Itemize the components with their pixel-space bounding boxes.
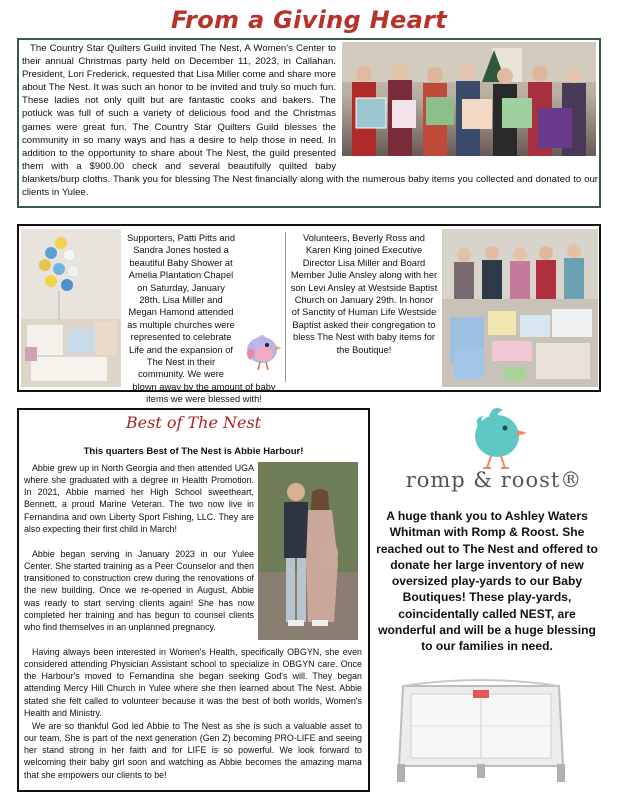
page-title: From a Giving Heart: [171, 6, 447, 34]
romp-roost-thanks: A huge thank you to Ashley Waters Whitman with Romp & Roost. She reached out to The Nest and offered to donate her large inventory of new oversized play-yards to our Baby Boutiques! These play-yards, coincidentally called NEST, are wonderful and will be a huge blessing to our families in need.: [376, 509, 598, 654]
church-volunteers-text: Volunteers, Beverly Ross and Karen King joined Executive Director Lisa Miller and Board Member Julie Ansley along with her son Levi Ansley at Westside Baptist Church on January 29th. In honor of Sanctity of Human Life Westside Baptist asked their congregation to bless The Nest with baby items for the Boutique!: [290, 233, 438, 355]
quilters-guild-text: The Country Star Quilters Guild invited The Nest, A Women's Center to their annual Christmas party held on December 11, 2023, in Callahan. President, Lori Frederick, requested that Lisa Miller come and share more about The Nest. It was such an honor to be invited and truly so much fun. These ladies not only quilt but are fantastic cooks and bakers. The potluck was full of such a variety of delicious food and the Christmas games were great fun. The Country Star Quilters Guild blesses the community in so many ways and has a desire to help those in need. In addition to the opportunity to share about The Nest, the guild presented them with a $900.00 check and several beautifully quilted baby blankets/burp cloths. Thank you for blessing The Nest financially along with the numerous baby items you collected and donated to our clients in Yulee.: [22, 43, 598, 199]
best-paragraph-1: Abbie grew up in North Georgia and then attended UGA where she graduated with a degree in Health Promotion. In 2021, Abbie married her High School sweetheart, Bennett, a proud Marine Veteran. The two now live in Fernandina and own Liberty Sport Fishing, LLC. They are also expecting their first child in March!: [24, 463, 254, 534]
baby-shower-photo: [21, 229, 121, 387]
baby-shower-text: Supporters, Patti Pitts and Sandra Jones hosted a beautiful Baby Shower at Amelia Plantation Chapel on Saturday, January 28th. Lisa Miller and Megan Hamond attended as multiple churches were represented to celebrate Life and the expansion of The Nest in their community. We were blown away by the amount of baby items we were blessed with!: [126, 233, 276, 405]
best-of-nest-heading: Best of The Nest: [125, 413, 262, 432]
bird-icon: [240, 324, 284, 374]
best-paragraph-4: We are so thankful God led Abbie to The Nest as she is such a valuable asset to our team. She is part of the next generation (Gen Z) becoming PRO-LIFE and seeing her stand strong in her faith and for LIFE is so powerful. We look forward to welcoming their baby girl soon and watching as Abbie becomes the amazing mama that she empowers our clients to be!: [24, 721, 362, 780]
abbie-harbour-photo: [258, 462, 358, 640]
section-divider: [285, 232, 286, 382]
church-volunteers-photo: [442, 229, 598, 387]
play-yard-photo: [393, 664, 569, 794]
best-paragraph-3: Having always been interested in Women's Health, specifically OBGYN, she even considered attending Physician Assistant school to specialize in OBGYN care. Once the Harbour's moved to Fernandina she began seeking God's will. They began attending Mercy Hill Church in Yulee where she then learned about The Nest. Abbie stated she felt called to volunteer because it was the best of both worlds, Women's Health and Ministry.: [24, 647, 362, 718]
romp-roost-bird-icon: [459, 398, 535, 474]
romp-roost-logo: romp & roost®: [405, 468, 583, 492]
best-of-nest-subheading: This quarters Best of The Nest is Abbie Harbour!: [83, 446, 304, 457]
best-paragraph-2: Abbie began serving in January 2023 in our Yulee Center. She started training as a Peer Counselor and then transitioned to construction crew during the renovations of the new building. Once we re-opened in August, Abbie was ready to start serving clients again! She has now completed her training and has begun to counsel clients who find themselves in an unplanned pregnancy.: [24, 549, 254, 632]
